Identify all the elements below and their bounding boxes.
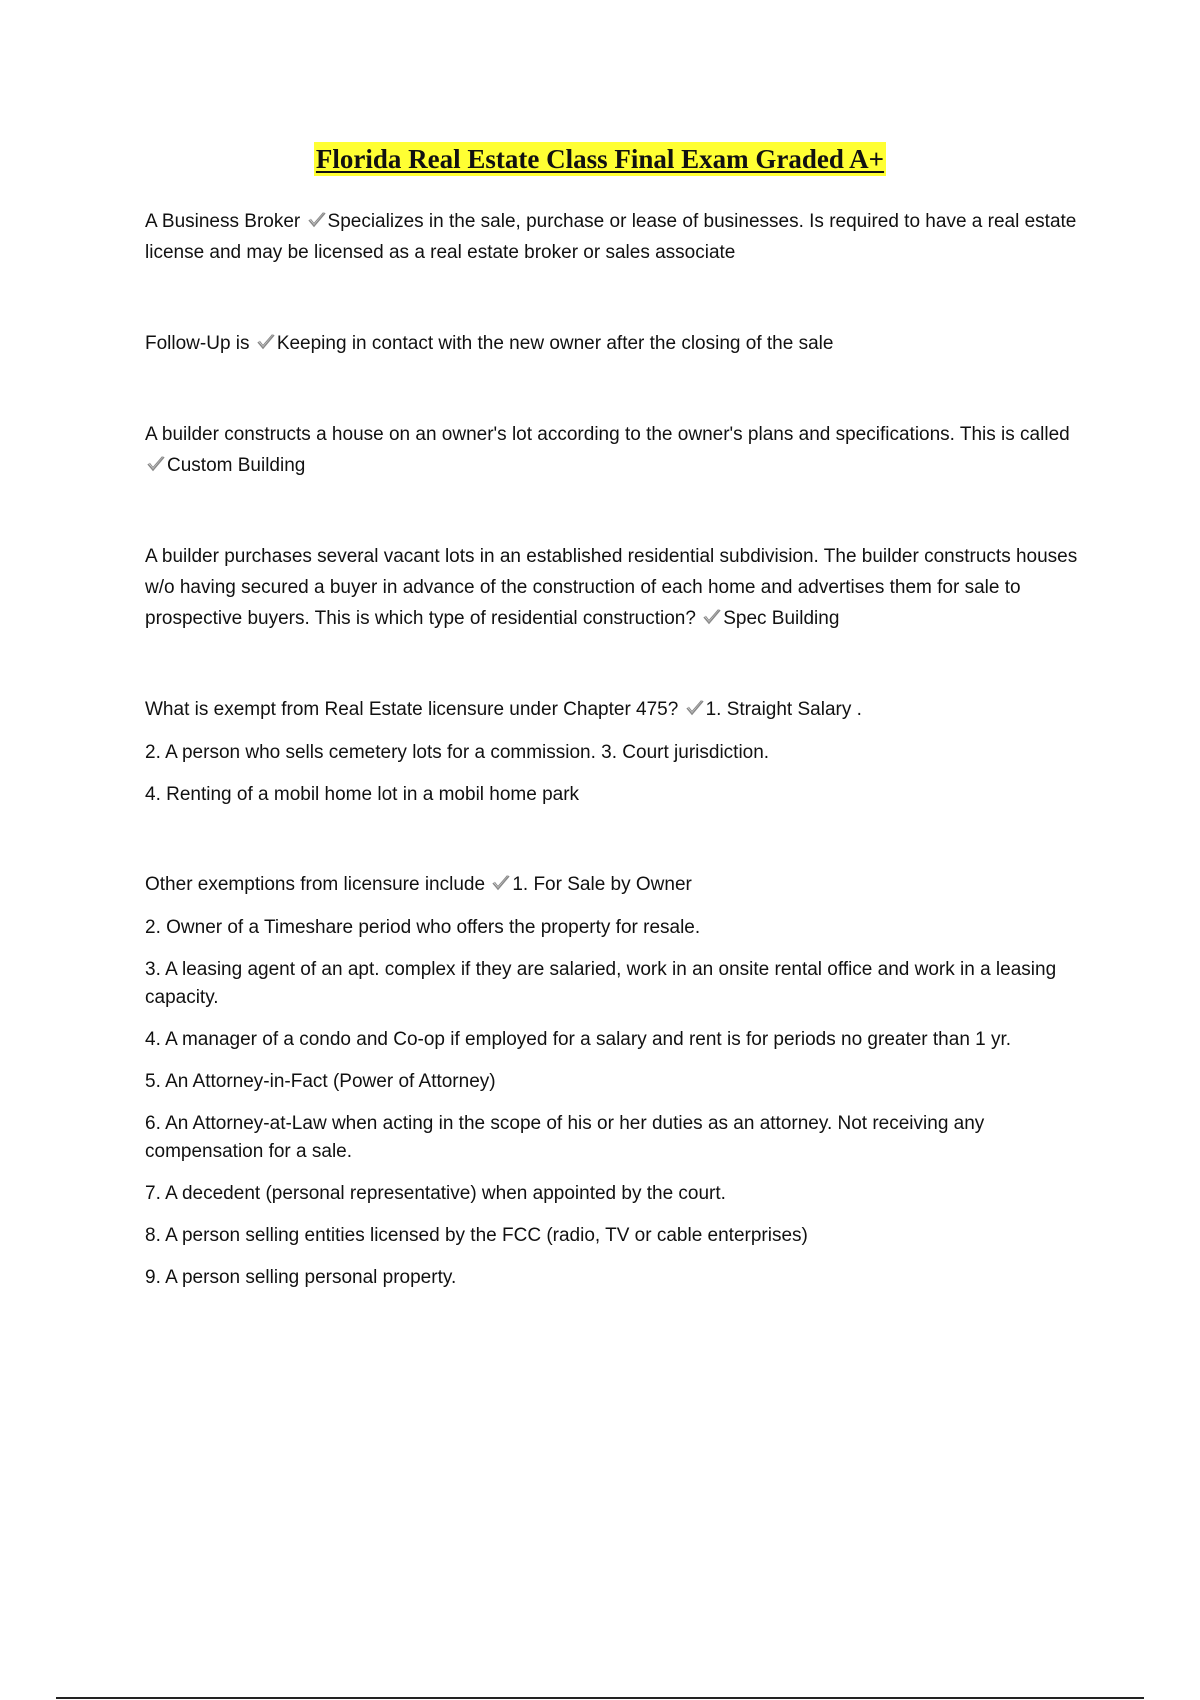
qa-answer: Spec Building <box>723 608 840 629</box>
qa-answer: 1. Straight Salary . <box>705 699 862 720</box>
list-line: 4. Renting of a mobil home lot in a mobil home park <box>145 784 580 805</box>
qa-question: Other exemptions from licensure include <box>145 874 486 895</box>
check-mark-icon <box>702 608 722 626</box>
check-mark-icon <box>685 699 705 717</box>
list-line: 8. A person selling entities licensed by the FCC (radio, TV or cable enterprises) <box>145 1225 808 1246</box>
qa-item <box>145 206 1080 268</box>
qa-question: A Business Broker <box>145 211 301 232</box>
list-line: 3. A leasing agent of an apt. complex if they are salaried, work in an onsite rental office and work in a leasing capacity. <box>145 959 1057 1008</box>
qa-answer: Keeping in contact with the new owner after the closing of the sale <box>276 333 834 354</box>
list-line: 9. A person selling personal property. <box>145 1267 457 1288</box>
qa-item <box>145 419 1080 481</box>
qa-answer: Specializes in the sale, purchase or lease of businesses. Is required to have a real estate license and may be licensed as a real estate broker or sales associate <box>145 211 1077 263</box>
qa-question: What is exempt from Real Estate licensure under Chapter 475? <box>145 699 679 720</box>
list-line: 2. A person who sells cemetery lots for a commission. 3. Court jurisdiction. <box>145 742 770 763</box>
qa-item <box>145 541 1080 634</box>
qa-item <box>145 328 1080 359</box>
qa-question: A builder constructs a house on an owner's lot according to the owner's plans and specifications. This is called <box>145 424 1070 445</box>
qa-item <box>145 869 1080 900</box>
check-mark-icon <box>307 211 327 229</box>
qa-answer: Custom Building <box>167 455 306 476</box>
title-container <box>0 142 1200 176</box>
list-line: 6. An Attorney-at-Law when acting in the scope of his or her duties as an attorney. Not receiving any compensation for a sale. <box>145 1113 985 1162</box>
qa-content <box>145 206 1080 1292</box>
check-mark-icon <box>146 455 166 473</box>
list-line: 2. Owner of a Timeshare period who offers the property for resale. <box>145 917 701 938</box>
list-line: 4. A manager of a condo and Co-op if employed for a salary and rent is for periods no greater than 1 yr. <box>145 1029 1012 1050</box>
qa-item <box>145 694 1080 725</box>
qa-question: A builder purchases several vacant lots in an established residential subdivision. The builder constructs houses w/o having secured a buyer in advance of the construction of each home and advertises them for sale to prospective buyers. This is which type of residential construction? <box>145 546 1078 629</box>
document-title: Florida Real Estate Class Final Exam Graded A+ <box>315 144 885 174</box>
check-mark-icon <box>256 333 276 351</box>
list-line: 7. A decedent (personal representative) when appointed by the court. <box>145 1183 726 1204</box>
qa-question: Follow-Up is <box>145 333 250 354</box>
page-bottom-rule <box>56 1697 1144 1699</box>
check-mark-icon <box>491 874 511 892</box>
qa-answer: 1. For Sale by Owner <box>512 874 692 895</box>
list-line: 5. An Attorney-in-Fact (Power of Attorney) <box>145 1071 496 1092</box>
